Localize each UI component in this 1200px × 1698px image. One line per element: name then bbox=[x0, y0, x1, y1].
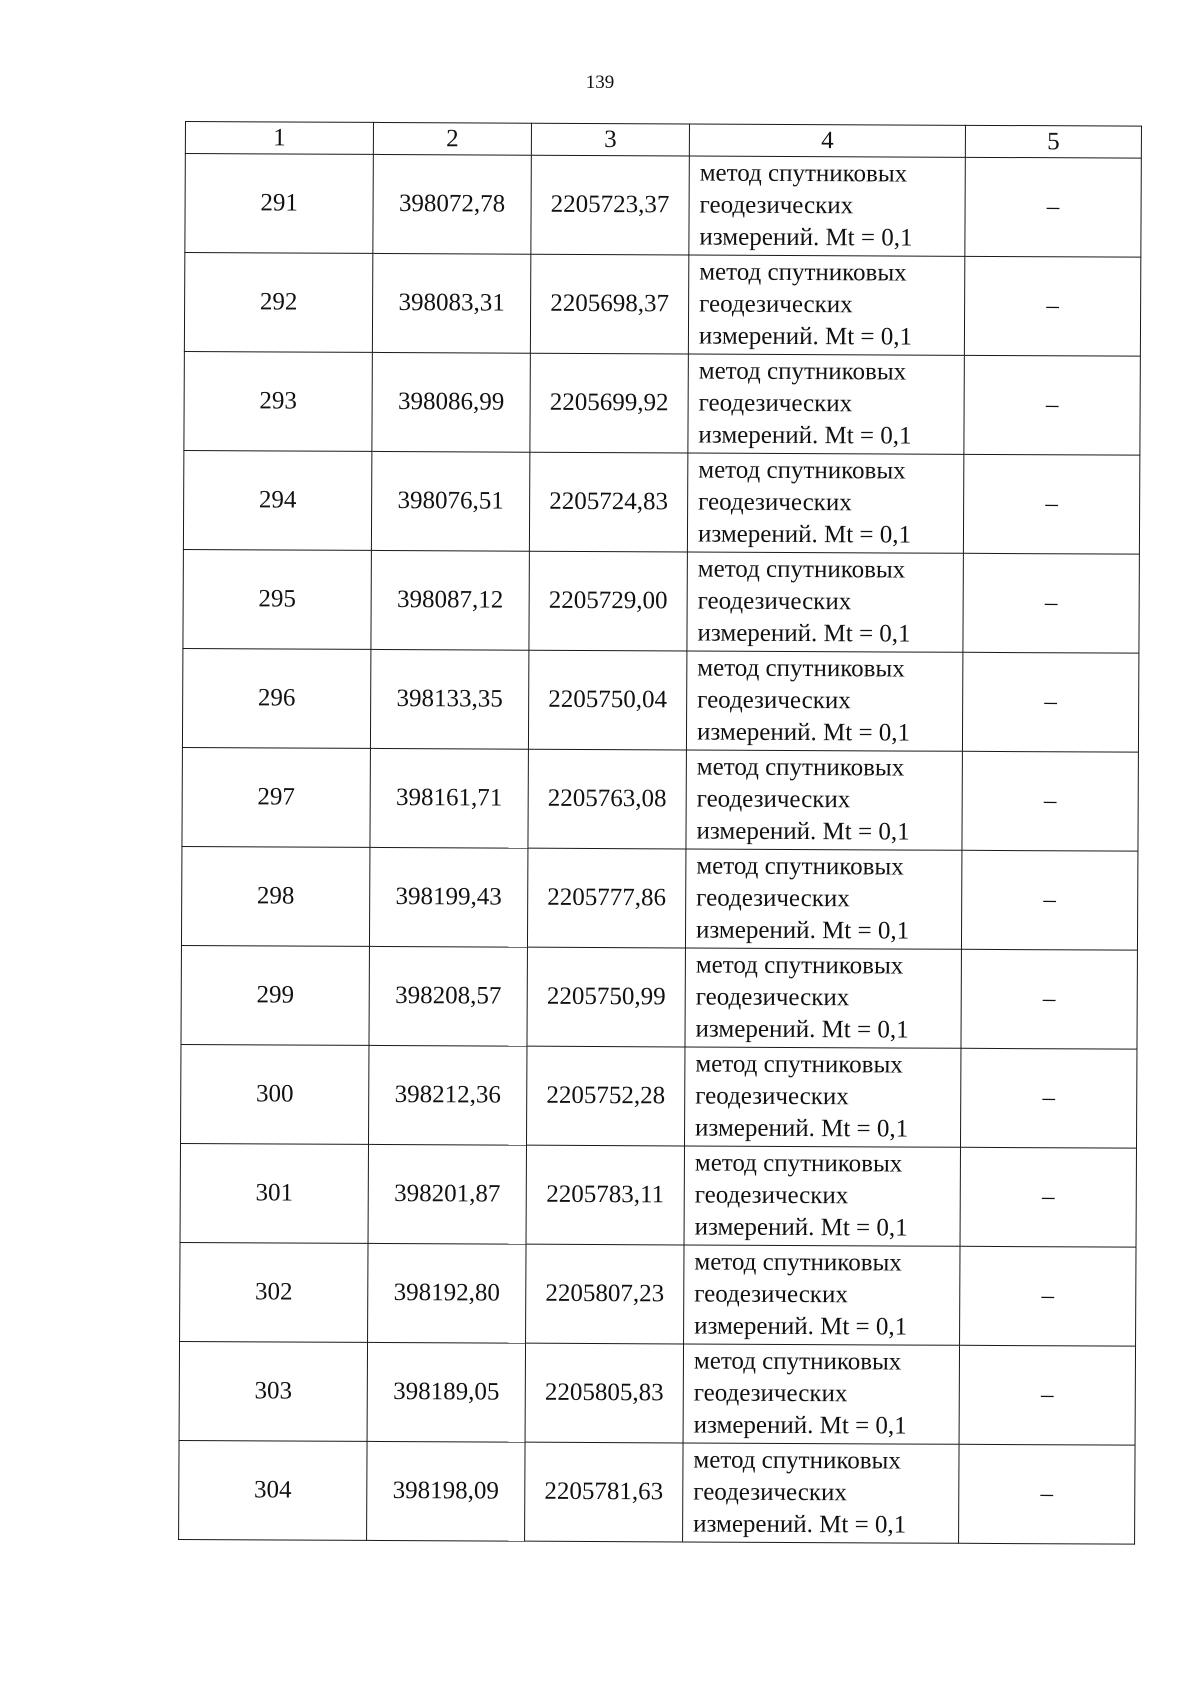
y-coordinate-cell: 2205724,83 bbox=[529, 452, 687, 552]
method-line: метод спутниковых bbox=[698, 357, 907, 386]
method-cell bbox=[686, 651, 962, 751]
x-coordinate-cell: 398199,43 bbox=[369, 847, 527, 947]
page-number: 139 bbox=[585, 72, 615, 93]
y-coordinate-cell: 2205783,11 bbox=[526, 1145, 684, 1245]
table-row bbox=[179, 1341, 1135, 1445]
y-coordinate-cell: 2205805,83 bbox=[525, 1343, 683, 1443]
y-coordinate-cell: 2205750,99 bbox=[527, 947, 685, 1047]
y-coordinate-cell: 2205723,37 bbox=[531, 155, 689, 255]
y-coordinate-cell: 2205698,37 bbox=[530, 254, 688, 354]
x-coordinate-cell: 398072,78 bbox=[373, 154, 531, 254]
point-number-cell: 296 bbox=[182, 648, 370, 748]
method-line: геодезических bbox=[693, 1379, 848, 1408]
method-line: метод спутниковых bbox=[696, 753, 905, 782]
x-coordinate-cell: 398133,35 bbox=[370, 649, 528, 749]
method-line: геодезических bbox=[695, 1082, 849, 1111]
method-cell bbox=[687, 453, 963, 553]
x-coordinate-cell: 398201,87 bbox=[368, 1144, 526, 1244]
note-cell: – bbox=[962, 652, 1138, 752]
table-body bbox=[179, 154, 1142, 1545]
method-cell bbox=[684, 1245, 960, 1345]
point-number-cell: 303 bbox=[179, 1341, 367, 1441]
header-col-2: 2 bbox=[373, 122, 531, 155]
method-line: метод спутниковых bbox=[695, 951, 904, 980]
method-cell bbox=[683, 1344, 959, 1444]
method-cell bbox=[684, 1047, 960, 1147]
method-cell bbox=[686, 750, 962, 850]
method-line: геодезических bbox=[698, 488, 852, 517]
header-col-1: 1 bbox=[185, 122, 373, 155]
x-coordinate-cell: 398087,12 bbox=[371, 550, 529, 650]
method-line: метод спутниковых bbox=[693, 1446, 901, 1475]
table-row bbox=[184, 351, 1140, 455]
table-row bbox=[185, 154, 1141, 258]
y-coordinate-cell: 2205699,92 bbox=[530, 353, 688, 453]
method-cell bbox=[685, 849, 961, 949]
table-row bbox=[179, 1440, 1135, 1544]
table-header bbox=[185, 122, 1141, 159]
point-number-cell: 295 bbox=[183, 549, 371, 649]
note-cell: – bbox=[960, 1246, 1136, 1346]
method-line: геодезических bbox=[696, 884, 850, 913]
method-line: геодезических bbox=[699, 191, 854, 220]
table-row bbox=[181, 1044, 1137, 1148]
coordinates-table bbox=[178, 121, 1142, 1545]
table-row bbox=[184, 253, 1140, 357]
table-row bbox=[180, 1143, 1136, 1247]
x-coordinate-cell: 398076,51 bbox=[371, 451, 529, 551]
table-row bbox=[182, 648, 1138, 752]
method-line: метод спутниковых bbox=[694, 1149, 903, 1178]
y-coordinate-cell: 2205752,28 bbox=[526, 1046, 684, 1146]
y-coordinate-cell: 2205729,00 bbox=[529, 551, 687, 651]
point-number-cell: 293 bbox=[184, 351, 372, 451]
method-cell bbox=[688, 255, 964, 355]
point-number-cell: 304 bbox=[179, 1440, 367, 1540]
method-line: геодезических bbox=[694, 1280, 848, 1309]
note-cell: – bbox=[959, 1345, 1135, 1445]
method-line: измерений. Mt = 0,1 bbox=[695, 916, 910, 945]
method-line: измерений. Mt = 0,1 bbox=[696, 817, 910, 846]
note-cell: – bbox=[960, 1147, 1136, 1247]
method-cell bbox=[685, 948, 961, 1048]
note-cell: – bbox=[964, 355, 1140, 455]
method-line: метод спутниковых bbox=[699, 258, 907, 287]
method-line: измерений. Mt = 0,1 bbox=[694, 1312, 908, 1341]
header-row bbox=[185, 122, 1141, 159]
method-line: измерений. Mt = 0,1 bbox=[698, 322, 913, 351]
method-line: измерений. Mt = 0,1 bbox=[694, 1213, 908, 1242]
method-line: геодезических bbox=[693, 1478, 847, 1507]
header-col-4: 4 bbox=[689, 124, 965, 157]
y-coordinate-cell: 2205807,23 bbox=[526, 1244, 684, 1344]
x-coordinate-cell: 398198,09 bbox=[367, 1441, 525, 1541]
header-col-3: 3 bbox=[531, 123, 689, 156]
table-row bbox=[180, 1242, 1136, 1346]
table-row bbox=[181, 846, 1137, 950]
method-line: измерений. Mt = 0,1 bbox=[693, 1510, 907, 1539]
table-row bbox=[183, 450, 1139, 554]
x-coordinate-cell: 398161,71 bbox=[370, 748, 528, 848]
method-line: метод спутниковых bbox=[697, 654, 905, 683]
method-line: измерений. Mt = 0,1 bbox=[699, 223, 913, 252]
method-line: метод спутниковых bbox=[699, 159, 908, 188]
method-line: геодезических bbox=[694, 1181, 849, 1210]
note-cell: – bbox=[962, 751, 1138, 851]
point-number-cell: 299 bbox=[181, 945, 369, 1045]
method-line: геодезических bbox=[696, 785, 851, 814]
x-coordinate-cell: 398208,57 bbox=[369, 946, 527, 1046]
method-line: измерений. Mt = 0,1 bbox=[697, 520, 912, 549]
method-line: измерений. Mt = 0,1 bbox=[697, 619, 911, 648]
point-number-cell: 301 bbox=[180, 1143, 368, 1243]
table-row bbox=[183, 549, 1139, 653]
method-cell bbox=[683, 1443, 959, 1543]
table-row bbox=[181, 945, 1137, 1049]
point-number-cell: 291 bbox=[185, 154, 373, 254]
method-cell bbox=[689, 156, 965, 256]
method-cell bbox=[684, 1146, 960, 1246]
note-cell: – bbox=[965, 157, 1141, 257]
method-line: геодезических bbox=[697, 587, 852, 616]
table-row bbox=[182, 747, 1138, 851]
point-number-cell: 294 bbox=[183, 450, 371, 550]
note-cell: – bbox=[963, 454, 1139, 554]
point-number-cell: 292 bbox=[184, 253, 372, 353]
method-line: геодезических bbox=[698, 389, 853, 418]
note-cell: – bbox=[959, 1444, 1135, 1544]
point-number-cell: 297 bbox=[182, 747, 370, 847]
y-coordinate-cell: 2205781,63 bbox=[525, 1442, 683, 1542]
method-line: геодезических bbox=[699, 290, 853, 319]
y-coordinate-cell: 2205777,86 bbox=[527, 848, 685, 948]
x-coordinate-cell: 398189,05 bbox=[367, 1342, 525, 1442]
y-coordinate-cell: 2205750,04 bbox=[528, 650, 686, 750]
method-line: метод спутниковых bbox=[697, 555, 906, 584]
point-number-cell: 300 bbox=[181, 1044, 369, 1144]
header-col-5: 5 bbox=[965, 125, 1141, 158]
note-cell: – bbox=[964, 256, 1140, 356]
note-cell: – bbox=[961, 850, 1137, 950]
note-cell: – bbox=[961, 949, 1137, 1049]
x-coordinate-cell: 398212,36 bbox=[369, 1045, 527, 1145]
method-cell bbox=[687, 552, 963, 652]
note-cell: – bbox=[960, 1048, 1136, 1148]
method-line: измерений. Mt = 0,1 bbox=[698, 421, 912, 450]
y-coordinate-cell: 2205763,08 bbox=[528, 749, 686, 849]
method-line: метод спутниковых bbox=[693, 1347, 902, 1376]
method-line: измерений. Mt = 0,1 bbox=[693, 1411, 907, 1440]
x-coordinate-cell: 398192,80 bbox=[368, 1243, 526, 1343]
point-number-cell: 302 bbox=[180, 1242, 368, 1342]
method-line: метод спутниковых bbox=[696, 852, 904, 881]
method-line: геодезических bbox=[697, 686, 851, 715]
x-coordinate-cell: 398086,99 bbox=[372, 352, 530, 452]
method-cell bbox=[688, 354, 964, 454]
method-line: метод спутниковых bbox=[698, 456, 906, 485]
method-line: метод спутниковых bbox=[694, 1248, 902, 1277]
method-line: метод спутниковых bbox=[695, 1050, 903, 1079]
method-line: измерений. Mt = 0,1 bbox=[695, 1114, 909, 1143]
method-line: измерений. Mt = 0,1 bbox=[695, 1015, 909, 1044]
x-coordinate-cell: 398083,31 bbox=[372, 253, 530, 353]
note-cell: – bbox=[963, 553, 1139, 653]
method-line: измерений. Mt = 0,1 bbox=[696, 718, 911, 747]
point-number-cell: 298 bbox=[181, 846, 369, 946]
method-line: геодезических bbox=[695, 983, 850, 1012]
